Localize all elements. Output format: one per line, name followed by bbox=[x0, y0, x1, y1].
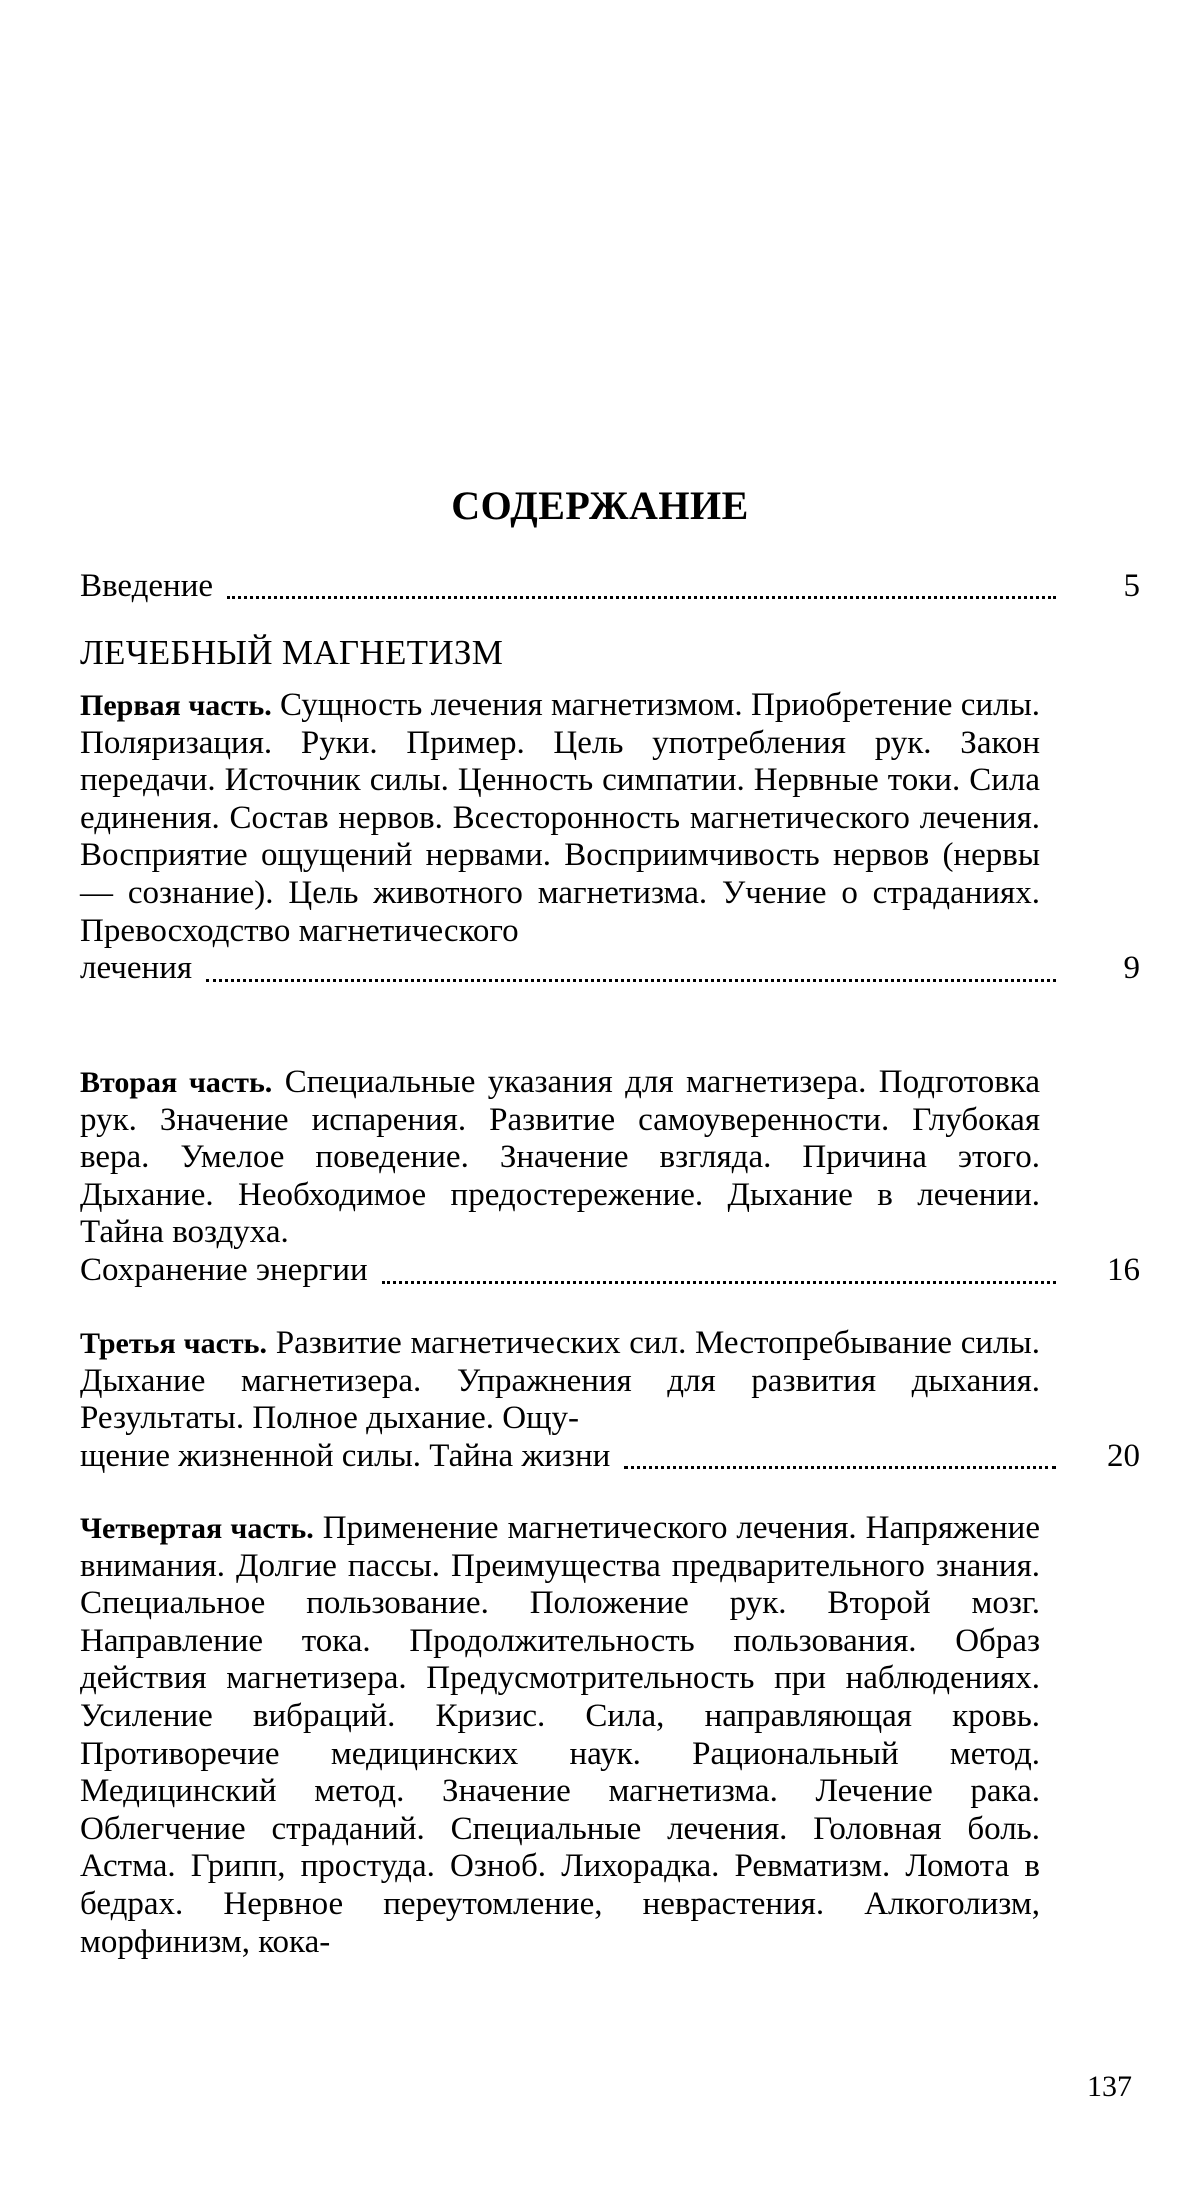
toc-entry-label: Введение bbox=[80, 568, 214, 604]
part-label: Третья часть. bbox=[80, 1327, 267, 1360]
toc-page-number: 20 bbox=[1107, 1437, 1140, 1474]
dot-leader bbox=[206, 979, 1056, 982]
part-description bbox=[80, 687, 1040, 950]
part-text: Сущность лечения магнетизмом. Приобретение силы. Поляризация. Руки. Пример. Цель употребления рук. Закон передачи. Источник силы. Ценность симпатии. Нервные токи. Сила единения. Состав нервов. Всесторонность магнетического лечения. Восприятие ощущений нервами. Восприимчивость нервов (нервы — сознание). Цель животного магнетизма. Учение о страданиях. Превосходство магнетического bbox=[80, 687, 1040, 949]
dot-leader bbox=[227, 596, 1056, 599]
part-text: Развитие магнетических сил. Местопребывание силы. Дыхание магнетизера. Упражнения для развития дыхания. Результаты. Полное дыхание. Ощу- bbox=[80, 1325, 1040, 1437]
toc-entry-part-1[interactable] bbox=[80, 687, 1140, 988]
part-last-line bbox=[80, 1252, 1140, 1290]
dot-leader bbox=[624, 1466, 1056, 1469]
part-last-text: лечения bbox=[80, 950, 193, 987]
toc-page-number: 5 bbox=[1123, 568, 1140, 604]
part-text: Специальные указания для магнетизера. Подготовка рук. Значение испарения. Развитие самоуверенности. Глубокая вера. Умелое поведение. Значение взгляда. Причина этого. Дыхание. Необходимое предостережение. Дыхание в лечении. Тайна воздуха. bbox=[80, 1064, 1040, 1251]
toc-page-number: 16 bbox=[1107, 1251, 1140, 1288]
toc-entry-intro[interactable] bbox=[80, 568, 1140, 605]
page-number: 137 bbox=[1087, 2070, 1132, 2103]
part-label: Четвертая часть. bbox=[80, 1512, 314, 1545]
part-label: Вторая часть. bbox=[80, 1066, 273, 1099]
page-title: СОДЕРЖАНИЕ bbox=[451, 483, 749, 528]
part-description bbox=[80, 1064, 1040, 1252]
toc-entry-part-3[interactable] bbox=[80, 1325, 1140, 1475]
dot-leader bbox=[382, 1281, 1056, 1284]
toc-entry-part-2[interactable] bbox=[80, 1064, 1140, 1290]
part-last-text: щение жизненной силы. Тайна жизни bbox=[80, 1437, 611, 1474]
part-last-line bbox=[80, 950, 1140, 988]
part-last-line bbox=[80, 1438, 1140, 1476]
toc-page-number: 9 bbox=[1123, 950, 1140, 987]
part-text: Применение магнетического лечения. Напряжение внимания. Долгие пассы. Преимущества предварительного знания. Специальное пользование. Положение рук. Второй мозг. Направление тока. Продолжительность пользования. Образ действия магнетизера. Предусмотрительность при наблюдениях. Усиление вибраций. Кризис. Сила, направляющая кровь. Противоречие медицинских наук. Рациональный метод. Медицинский метод. Значение магнетизма. Лечение рака. Облегчение страданий. Специальные лечения. Головная боль. Астма. Грипп, простуда. Озноб. Лихорадка. Ревматизм. Ломота в бедрах. Нервное переутомление, неврастения. Алкоголизм, морфинизм, кока- bbox=[80, 1510, 1040, 1960]
toc-entry-part-4[interactable] bbox=[80, 1510, 1140, 1961]
part-description bbox=[80, 1510, 1040, 1961]
section-heading: ЛЕЧЕБНЫЙ МАГНЕТИЗМ bbox=[80, 633, 504, 672]
part-label: Первая часть. bbox=[80, 689, 272, 722]
part-last-text: Сохранение энергии bbox=[80, 1251, 368, 1288]
part-description bbox=[80, 1325, 1040, 1438]
